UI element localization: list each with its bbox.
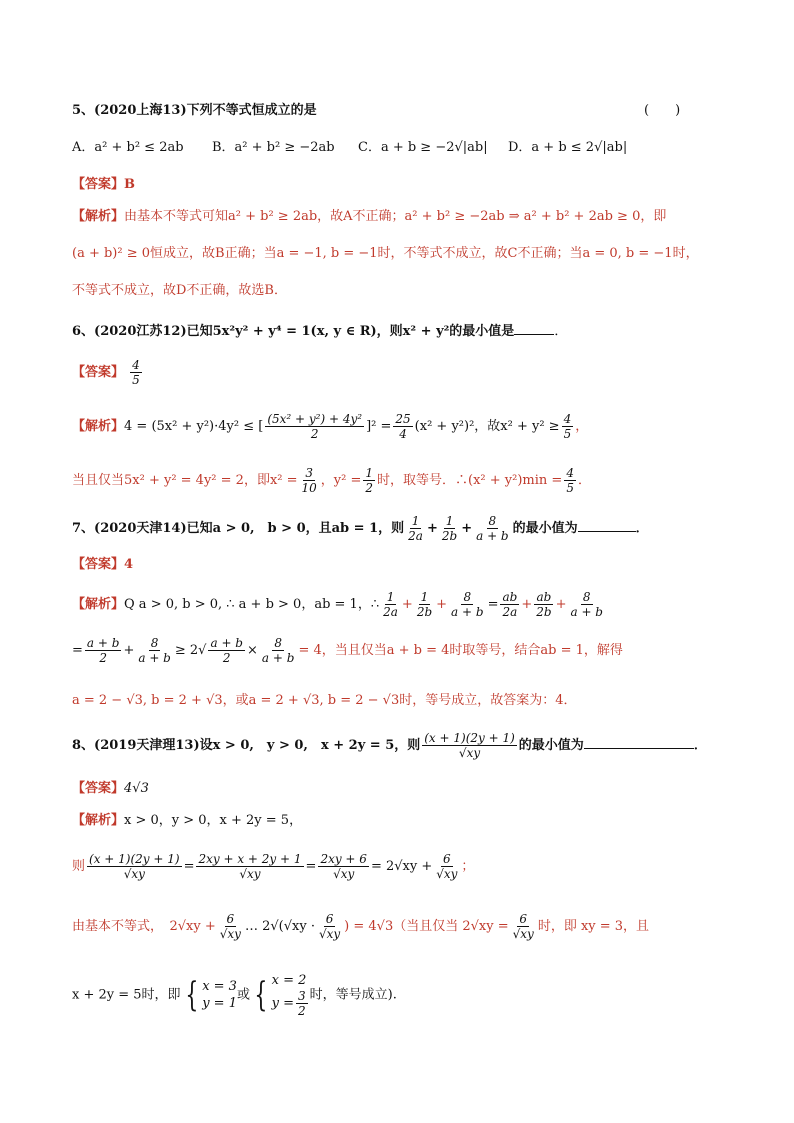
q6-analysis-line-1: 【解析】4 = (5x² + y²)·4y² ≤ [ $\frac{\text{(5x² + y²) + 4y²}}{2}$ ]² = $\frac{25}{4}$ (x² + y²)²，故x² + y² ≥ $\frac{4}{5}$ ， [72, 412, 589, 441]
q8-analysis-line-3: 由基本不等式， 2√xy + $\frac{6}{√xy}$ … 2√(√xy · $\frac{6}{√xy}$ ) = 4√3（当且仅当 2√xy = $\frac{6}{√xy}$ 时，即 xy = 3，且 [72, 912, 650, 941]
q8-analysis-line-1: 【解析】x > 0，y > 0，x + 2y = 5， [72, 813, 303, 828]
q6-analysis-line-2: 当且仅当5x² + y² = 4y² = 2，即x² = $\frac{3}{10}$ ，y² = $\frac{1}{2}$ 时，取等号．∴(x² + y²)min = $\frac{4}{5}$ ． [72, 466, 591, 495]
q8-answer-value: 4√3 [124, 781, 149, 796]
answer-tag: 【答案】 [72, 781, 125, 796]
q6-stem-text: 6、(2020江苏12)已知5x²y² + y⁴ = 1(x, y ∈ R)，则x² + y²的最小值是 [72, 324, 515, 339]
analysis-tag: 【解析】 [72, 209, 125, 224]
q8-analysis-line-2: 则 $\frac{(x + 1)(2y + 1)}{√xy}$ = $\frac{2xy + x + 2y + 1}{√xy}$ = $\frac{2xy + 6}{√xy}$ = 2√xy + $\frac{6}{√xy}$ ； [72, 852, 475, 881]
q6-stem: 6、(2020江苏12)已知5x²y² + y⁴ = 1(x, y ∈ R)，则x² + y²的最小值是 ． [72, 320, 567, 341]
q7-answer [72, 556, 133, 574]
q6-blank [514, 320, 554, 335]
analysis-tag: 【解析】 [72, 419, 125, 434]
q5-analysis-line-1 [72, 208, 666, 226]
analysis-tag: 【解析】 [72, 597, 125, 612]
q8-system-2: x = 2 y = $\frac{3}{2}$ [271, 973, 307, 1018]
q7-analysis-line-1: 【解析】Q a > 0, b > 0, ∴ a + b > 0，ab = 1，∴ $\frac{1}{2a}$ + $\frac{1}{2b}$ + $\frac{8}{a + b}$ = $\frac{ab}{2a}$ + $\frac{ab}{2b}$ + $\frac{8}{a + b}$ [72, 590, 603, 619]
analysis-tag: 【解析】 [72, 813, 125, 828]
q5-stem [72, 102, 681, 120]
q8-answer [72, 780, 149, 798]
q8-system-1: x = 3 y = 1 [202, 979, 237, 1011]
q8-stem: 8、(2019天津理13)设x > 0, y > 0, x + 2y = 5，则 $\frac{(x + 1)(2y + 1)}{√xy}$ 的最小值为 ． [72, 731, 707, 760]
q5-analysis-text-1: 由基本不等式可知a² + b² ≥ 2ab，故A不正确；a² + b² ≥ −2ab ⇒ a² + b² + 2ab ≥ 0，即 [124, 209, 667, 224]
answer-tag: 【答案】 [72, 557, 125, 572]
q5-option-c: C．a + b ≥ −2√|ab| [358, 140, 488, 155]
answer-tag: 【答案】 [72, 365, 125, 380]
q7-answer-value: 4 [124, 557, 134, 572]
q5-option-b: B．a² + b² ≥ −2ab [212, 140, 335, 155]
q5-analysis-line-2: (a + b)² ≥ 0恒成立，故B正确；当a = −1, b = −1时，不等式不成立，故C不正确；当a = 0, b = −1时， [72, 246, 699, 261]
q5-analysis-line-3: 不等式不成立，故D不正确，故选B． [72, 283, 287, 298]
q8-analysis-line-4: x + 2y = 5时，即 { x = 3 y = 1 或 { x = 2 y = $\frac{3}{2}$ 时，等号成立). [72, 973, 397, 1018]
q7-analysis-line-2: = $\frac{a + b}{2}$ + $\frac{8}{a + b}$ ≥ 2√ $\frac{a + b}{2}$ × $\frac{8}{a + b}$ = 4，当且仅当a + b = 4时取等号，结合ab = 1，解得 [72, 636, 623, 665]
q5-option-a: A．a² + b² ≤ 2ab [72, 140, 184, 155]
q6-answer-fraction: $\frac{4}{5}$ [132, 358, 140, 387]
q5-stem-text: 5、(2020上海13)下列不等式恒成立的是 [72, 103, 317, 118]
q8-blank [584, 734, 694, 749]
q5-option-d: D．a + b ≤ 2√|ab| [508, 140, 628, 155]
q5-answer-value: B [124, 177, 136, 192]
q5-answer [72, 176, 135, 194]
q6-answer [72, 358, 144, 387]
q5-paren: ( ) [644, 103, 681, 118]
q7-stem: 7、(2020天津14)已知a > 0, b > 0，且ab = 1，则 $\frac{1}{2a}$ + $\frac{1}{2b}$ + $\frac{8}{a + b}$ 的最小值为 ． [72, 514, 649, 543]
q7-blank [578, 517, 636, 532]
q7-analysis-line-3: a = 2 − √3, b = 2 + √3，或a = 2 + √3, b = 2 − √3时，等号成立，故答案为：4． [72, 693, 577, 708]
q5-options [72, 139, 628, 157]
answer-tag: 【答案】 [72, 177, 125, 192]
